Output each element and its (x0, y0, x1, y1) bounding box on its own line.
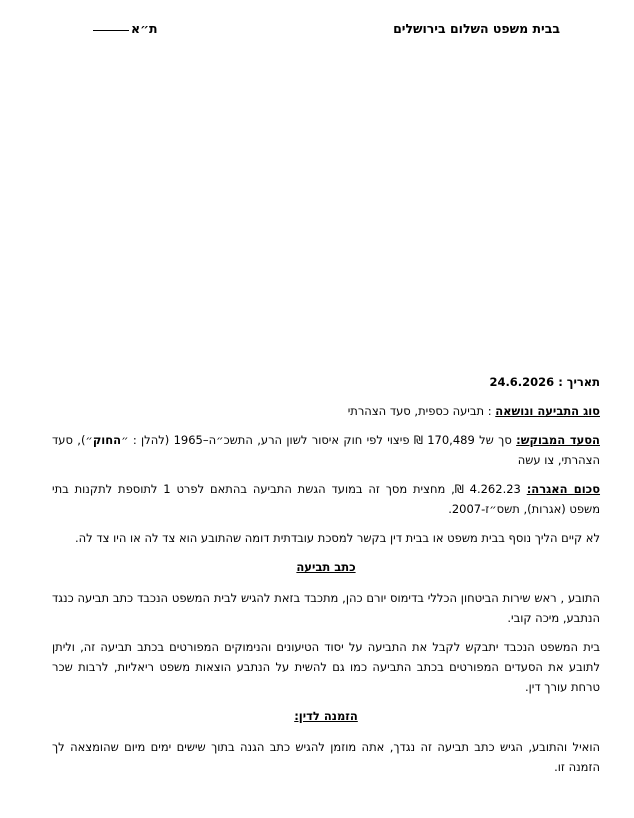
statement-paragraph-2: בית המשפט הנכבד יתבקש לקבל את התביעה על יסוד הטיעונים והנימוקים המפורטים בכתב תביעה זה, וליתן לתובע את הסעדים המפורטים בכתב התביעה כמו גם להשית על הנתבע הוצאות משפט ריאליות, לרבות שכר טרחת עורך דין. (52, 640, 600, 694)
remedy-text-1: סך של 170,489 ₪ פיצוי לפי חוק איסור לשון הרע, התשכ״ה–1965 (להלן : ״ (121, 433, 517, 447)
case-number (93, 21, 158, 36)
claim-type-label: סוג התביעה ונושאה (495, 404, 600, 418)
statement-paragraph-1: התובע , ראש שירות הביטחון הכללי בדימוס יורם כהן, מתכבד בזאת להגיש לבית המשפט הנכבד כתב תביעה כנגד הנתבע, מיכה קובי. (52, 591, 600, 625)
remedy-label: הסעד המבוקש: (516, 433, 600, 447)
remedy-paragraph (52, 430, 600, 470)
fee-text: 4.262.23 ₪, מחצית מסך זה במועד הגשת התביעה בהתאם לפרט 1 לתוספת לתקנות בתי משפט (אגרות), תשס״ז-2007. (52, 482, 600, 516)
date-line (52, 372, 600, 392)
remedy-text-2: ״), סעד הצהרתי, צו עשה (52, 433, 600, 467)
date-label: תאריך : (558, 375, 600, 389)
case-number-blank (93, 29, 129, 31)
law-short-name: החוק (92, 433, 122, 447)
statement-title: כתב תביעה (296, 560, 356, 574)
claim-type-line (52, 401, 600, 421)
summons-text: הואיל והתובע, הגיש כתב תביעה זה נגדך, אתה מוזמן להגיש כתב הגנה בתוך שישים ימים מיום שהומצאה לך הזמנה זו. (52, 740, 600, 774)
claim-type-sep: : (484, 404, 496, 418)
claim-type-value: תביעה כספית, סעד הצהרתי (347, 404, 485, 418)
no-other-proceedings: לא קיים הליך נוסף בבית משפט או בבית דין בקשר למסכת עובדתית דומה שהתובע הוא צד לה או היו צד לה. (75, 531, 600, 545)
document-body (52, 372, 600, 786)
summons-title: הזמנה לדין: (294, 709, 358, 723)
fee-paragraph (52, 479, 600, 519)
court-name: בבית משפט השלום בירושלים (393, 21, 560, 36)
date-value: 24.6.2026 (489, 375, 555, 389)
case-label: ת״א (131, 21, 158, 36)
fee-label: סכום האגרה: (526, 482, 601, 496)
